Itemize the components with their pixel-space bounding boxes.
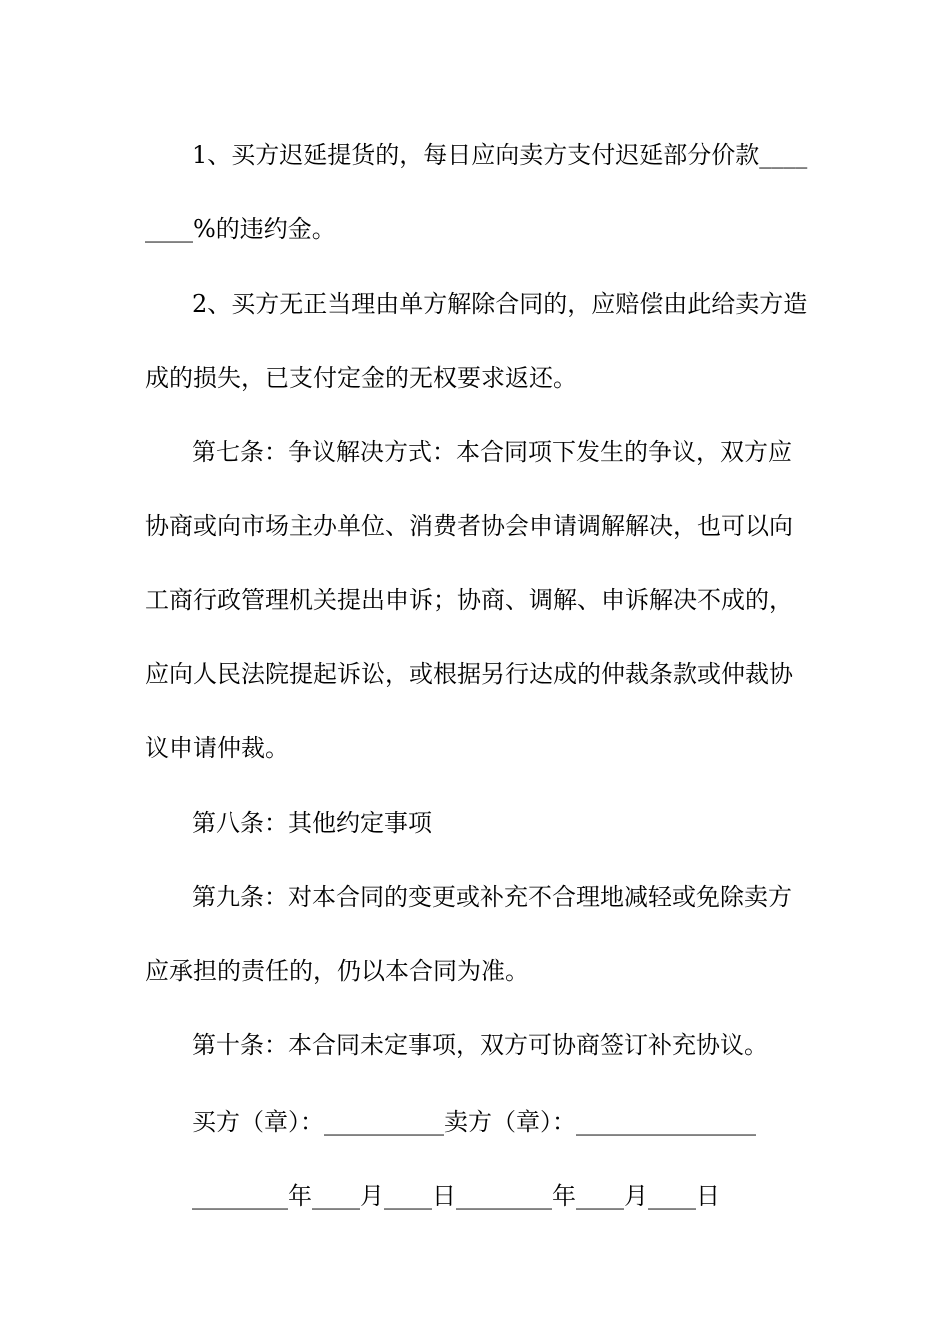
clause-9-line-2: 应承担的责任的，仍以本合同为准。: [145, 957, 529, 985]
clause-7-line-4: 应向人民法院提起诉讼，或根据另行达成的仲裁条款或仲裁协: [145, 660, 793, 688]
clause-6-item-2-line-2: 成的损失，已支付定金的无权要求返还。: [145, 364, 577, 392]
clause-10-line: 第十条：本合同未定事项，双方可协商签订补充协议。: [192, 1031, 768, 1059]
clause-7-line-5: 议申请仲裁。: [145, 734, 289, 762]
clause-8-line: 第八条：其他约定事项: [192, 809, 432, 837]
clause-6-item-1-line-1: 1、买方迟延提货的，每日应向卖方支付迟延部分价款____: [192, 141, 808, 169]
date-line: ________年____月____日________年____月____日: [192, 1182, 720, 1210]
clause-9-line-1: 第九条：对本合同的变更或补充不合理地减轻或免除卖方: [192, 883, 792, 911]
clause-7-line-1: 第七条：争议解决方式：本合同项下发生的争议，双方应: [192, 438, 792, 466]
clause-6-item-1-line-2: ____%的违约金。: [145, 215, 336, 243]
clause-6-item-2-line-1: 2、买方无正当理由单方解除合同的，应赔偿由此给卖方造: [192, 290, 808, 318]
signature-line: 买方（章）：__________卖方（章）：_______________: [192, 1108, 756, 1136]
clause-7-line-2: 协商或向市场主办单位、消费者协会申请调解解决，也可以向: [145, 512, 793, 540]
clause-7-line-3: 工商行政管理机关提出申诉；协商、调解、申诉解决不成的，: [145, 586, 793, 614]
